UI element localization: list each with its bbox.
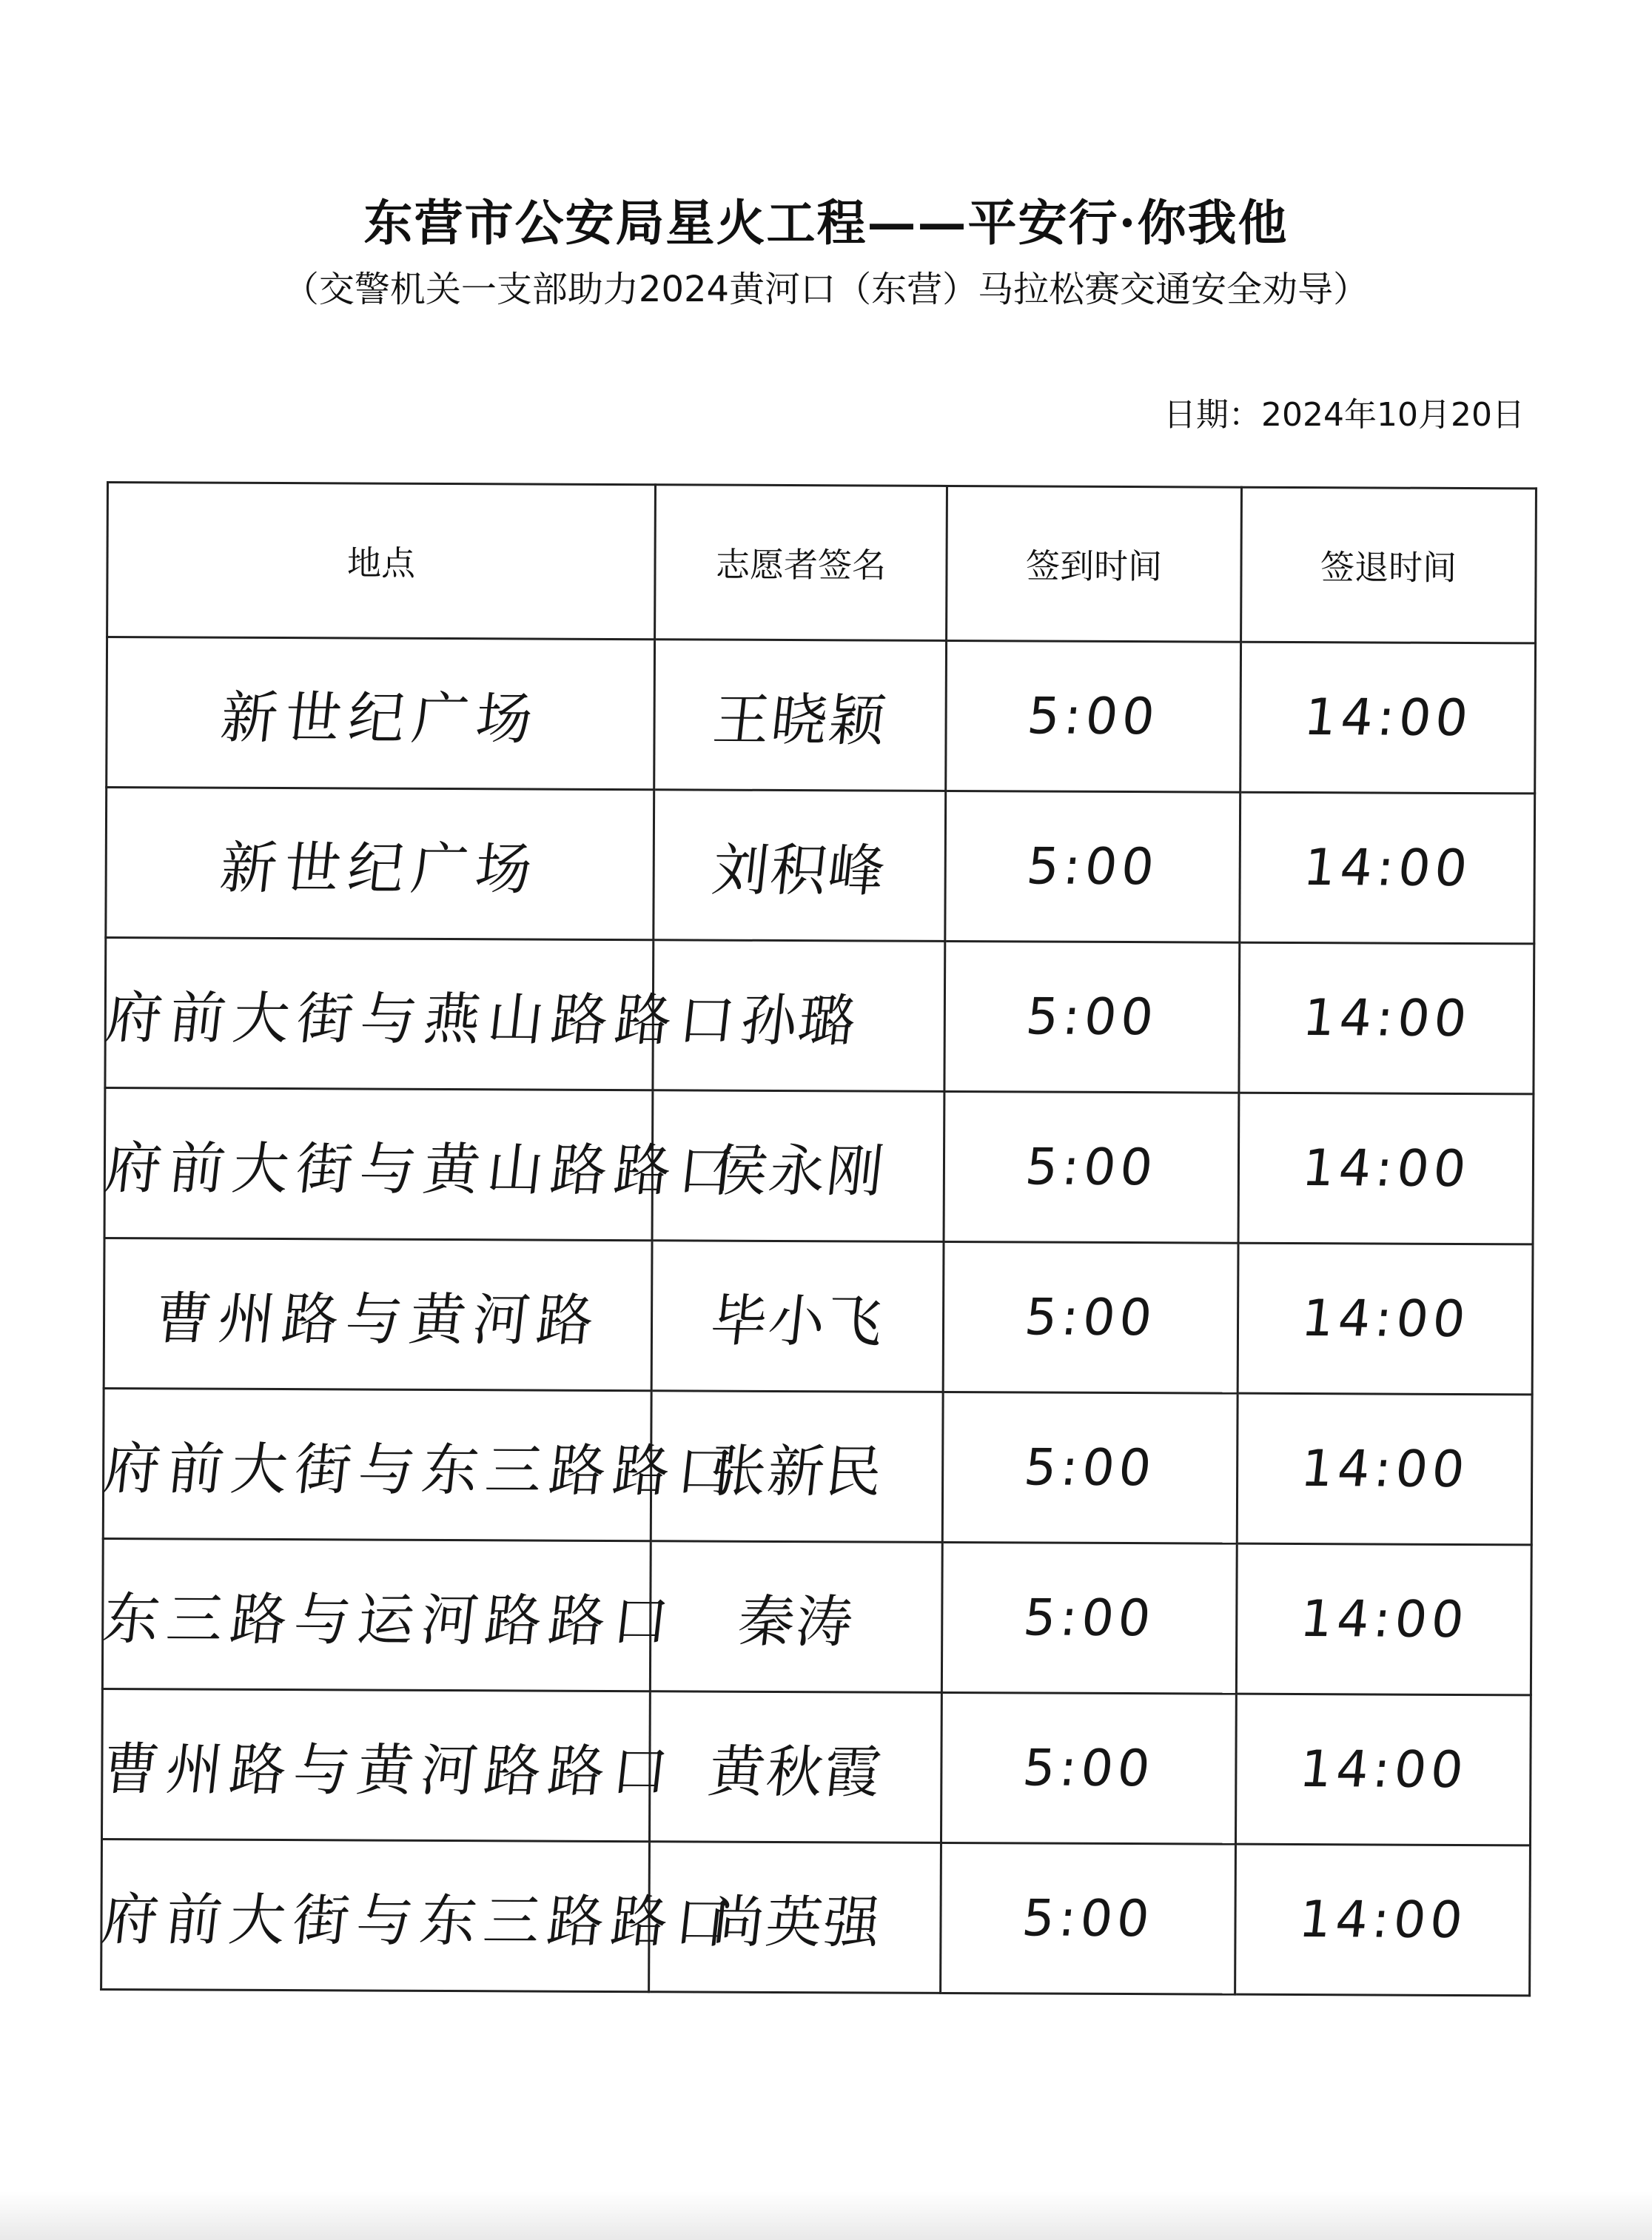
table-row [104,1238,1533,1394]
location-cell [98,1689,679,1841]
checkout-time: 14:00 [1300,838,1474,898]
signature-handwriting: 孙璐 [736,987,860,1053]
checkin-time: 5:00 [1021,1438,1159,1498]
checkin-cell [944,1091,1239,1243]
table-row [101,1839,1531,1995]
table-row [105,938,1534,1094]
location-handwriting: 府前大街与东三路路口 [100,1435,745,1504]
checkin-cell [945,791,1240,942]
table-body [98,637,1536,1996]
signature-handwriting: 黄秋霞 [705,1738,886,1805]
column-header-location: 地点 [107,483,656,640]
checkout-cell [1237,1393,1532,1545]
paper-bottom-shadow [0,2191,1652,2240]
checkout-cell [1238,1093,1534,1244]
table-row [102,1538,1531,1694]
location-handwriting: 曹州路与黄河路路口 [98,1735,679,1804]
checkin-time: 5:00 [1023,987,1161,1047]
checkin-time: 5:00 [1021,1287,1160,1347]
checkin-time: 5:00 [1020,1738,1158,1798]
location-cell [100,1388,745,1540]
page-title: 东营市公安局星火工程——平安行·你我他 [363,194,1289,252]
location-handwriting: 新世纪广场 [216,834,543,902]
checkout-time: 14:00 [1296,1740,1471,1800]
checkout-cell [1235,1844,1531,1996]
checkin-time: 5:00 [1019,1888,1157,1948]
page-subtitle: （交警机关一支部助力2024黄河口（东营）马拉松赛交通安全劝导） [283,269,1369,310]
table-row [103,1388,1532,1544]
signature-cell [654,790,946,942]
checkout-time: 14:00 [1298,1289,1472,1349]
checkout-time: 14:00 [1299,1139,1473,1198]
column-header-checkout: 签退时间 [1241,487,1537,643]
checkout-time: 14:00 [1300,988,1474,1048]
checkout-time: 14:00 [1295,1890,1470,1950]
table-header-row [107,483,1537,643]
checkin-cell [943,1241,1238,1393]
location-cell [99,1538,680,1691]
checkin-cell [941,1842,1236,1994]
location-cell [106,788,654,940]
location-cell [101,1087,746,1240]
checkout-cell [1238,1243,1533,1395]
location-handwriting: 府前大街与黄山路路口 [101,1134,746,1204]
column-header-checkin: 签到时间 [947,486,1242,642]
date-label: 日期：2024年10月20日 [1164,396,1525,434]
checkin-time: 5:00 [1024,836,1161,896]
location-cell [98,1839,742,1991]
signature-cell [650,1541,942,1693]
column-header-signature: 志愿者签名 [655,485,947,641]
location-handwriting: 府前大街与东三路路口 [98,1885,742,1955]
signature-cell [654,640,947,791]
checkout-time: 14:00 [1297,1589,1471,1649]
signature-handwriting: 刘积峰 [708,836,890,904]
signature-handwriting: 侯永刚 [707,1137,888,1204]
location-handwriting: 曹州路与黄河路 [151,1284,604,1353]
checkin-time: 5:00 [1024,686,1162,746]
location-cell [104,1238,652,1390]
signature-handwriting: 尚英强 [704,1888,885,1956]
signature-handwriting: 毕小飞 [707,1287,887,1355]
signature-cell [651,1241,944,1392]
location-handwriting: 东三路与运河路路口 [99,1585,680,1654]
signature-cell [649,1691,941,1843]
checkin-cell [944,941,1240,1093]
checkout-cell [1235,1694,1531,1845]
signature-handwriting: 王晓颖 [709,686,890,754]
checkin-cell [941,1542,1237,1694]
checkout-cell [1240,642,1536,794]
checkout-cell [1236,1543,1531,1695]
checkout-cell [1239,942,1534,1094]
location-cell [107,637,655,790]
checkin-time: 5:00 [1021,1588,1158,1648]
signature-handwriting: 张新民 [706,1438,887,1505]
location-cell [102,938,747,1090]
checkout-time: 14:00 [1300,688,1475,748]
table-row [107,637,1536,794]
table-row [104,1087,1534,1244]
location-handwriting: 府前大街与燕山路路口 [102,984,747,1053]
checkout-time: 14:00 [1297,1439,1472,1499]
location-handwriting: 新世纪广场 [217,684,543,752]
table-row [101,1689,1531,1845]
checkout-cell [1240,792,1535,944]
checkin-time: 5:00 [1022,1137,1161,1197]
signature-handwriting: 秦涛 [734,1588,858,1654]
sign-in-table [100,481,1537,1996]
checkin-cell [942,1392,1238,1543]
table-row [106,788,1535,944]
checkin-cell [946,640,1241,792]
checkin-cell [941,1692,1236,1844]
